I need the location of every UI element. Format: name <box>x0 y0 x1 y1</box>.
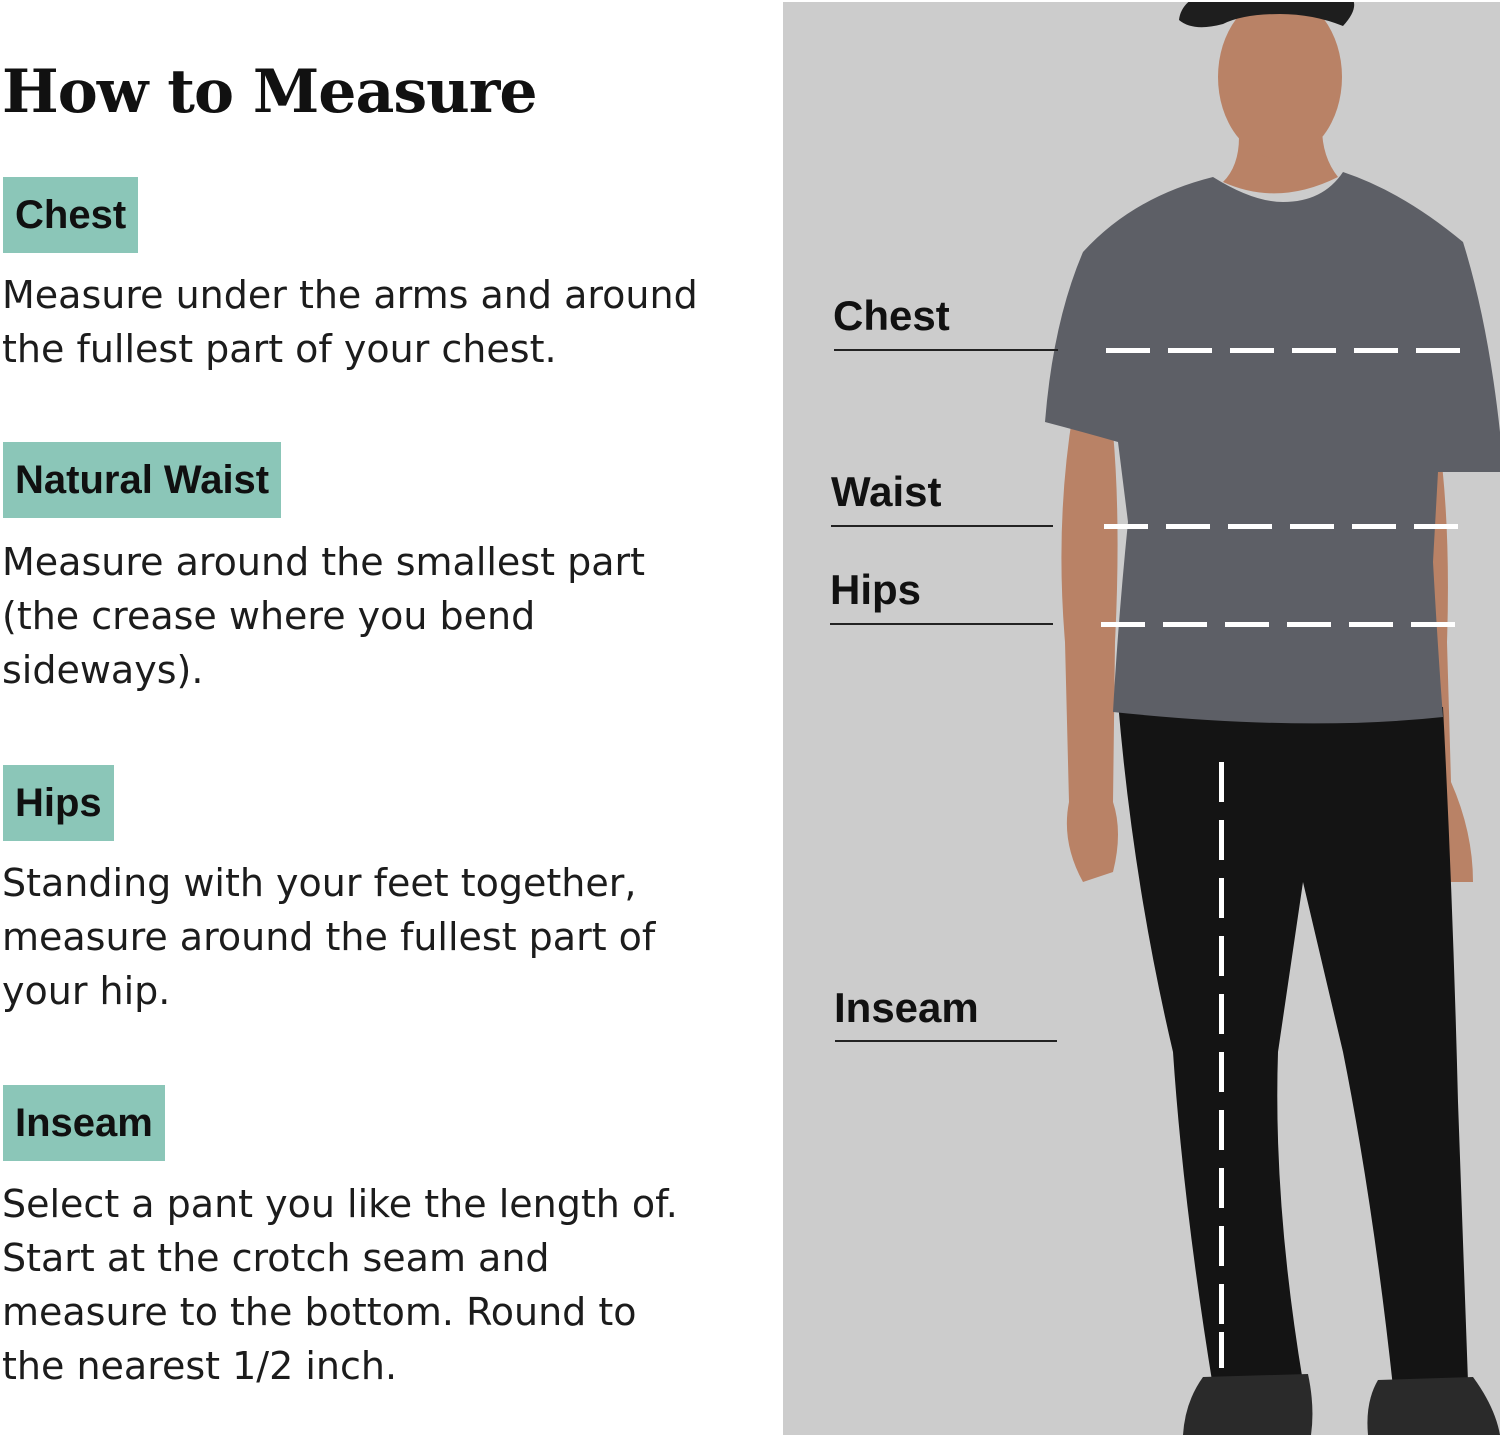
inseam-tag: Inseam <box>3 1085 165 1161</box>
pants <box>1118 702 1468 1387</box>
chest-description: Measure under the arms and around the fullest part of your chest. <box>2 273 698 371</box>
hips-figure-label: Hips <box>830 566 922 613</box>
inseam-description: Select a pant you like the length of. Start at the crotch seam and measure to the bottom. Round to the nearest 1/2 inch. <box>2 1182 678 1388</box>
inseam-underline <box>835 1040 1057 1042</box>
left-arm <box>1061 412 1118 882</box>
natural-waist-description: Measure around the smallest part (the crease where you bend sideways). <box>2 540 646 692</box>
waist-underline <box>831 525 1053 527</box>
chest-figure-label: Chest <box>833 292 950 339</box>
model-illustration <box>783 2 1500 1435</box>
chest-tag: Chest <box>3 177 138 253</box>
left-shoe <box>1183 1374 1312 1435</box>
measurement-figure <box>783 2 1500 1435</box>
inseam-figure-label: Inseam <box>834 984 979 1031</box>
chest-underline <box>834 349 1058 351</box>
right-shoe <box>1367 1377 1500 1435</box>
natural-waist-tag: Natural Waist <box>3 442 281 518</box>
hips-description: Standing with your feet together, measure around the fullest part of your hip. <box>2 861 656 1013</box>
hips-tag: Hips <box>3 765 114 841</box>
waist-figure-label: Waist <box>831 468 942 515</box>
page-title: How to Measure <box>2 57 537 127</box>
hips-underline <box>830 623 1053 625</box>
head <box>1218 2 1342 159</box>
